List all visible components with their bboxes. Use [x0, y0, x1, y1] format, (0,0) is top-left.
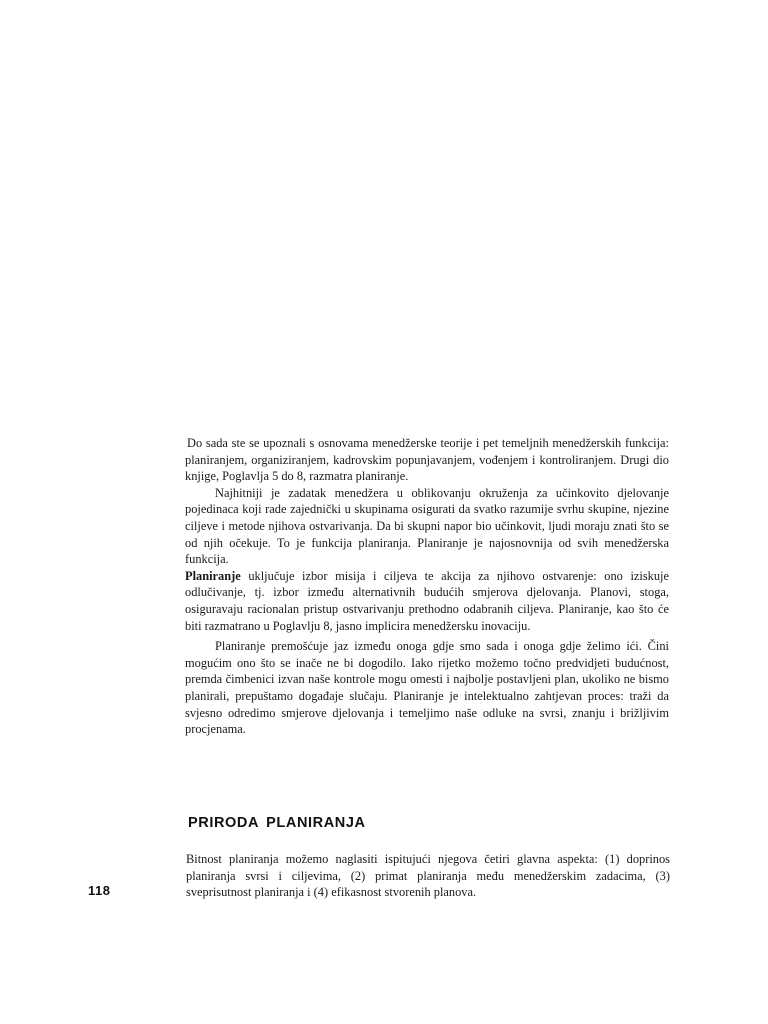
paragraph-2-rest: uključuje izbor misija i ciljeva te akcija za njihovo ostvarenje: ono iziskuje odlučivanje, tj. izbor između alternativnih budućih smjerova djelovanja. Planovi, stoga, osiguravaju racionalan pristup ostvarivanju prethodno odabranih ciljeva. Planiranje, kao što će biti razmatrano u Poglavlju 8, jasno implicira menedžersku inovaciju.: [185, 568, 669, 633]
intro-text: [185, 435, 669, 738]
section-heading: PRIRODA PLANIRANJA: [188, 815, 366, 831]
paragraph-2-lead: Najhitniji je zadatak menedžera u oblikovanju okruženja za učinkovito djelovanje pojedinaca koji rade zajednički u skupinama osigurati da svatko razumije svrhu skupine, njezine ciljeve i metode njihova ostvarivanja. Da bi skupni napor bio učinkovit, ljudi moraju znati što se od njih očekuje. To je funkcija planiranja. Planiranje je najosnovnija od svih menedžerska funkcija.: [185, 485, 669, 567]
key-term-planiranje: Planiranje: [185, 568, 241, 583]
section-paragraph: Bitnost planiranja možemo naglasiti ispitujući njegova četiri glavna aspekta: (1) doprinos planiranja svrsi i ciljevima, (2) primat planiranja među menedžerskim zadacima, (3) sveprisutnost planiranja i (4) efikasnost stvorenih planova.: [186, 852, 670, 900]
section-body: [186, 851, 670, 901]
intro-paragraph-2: [185, 485, 669, 634]
intro-paragraph-3: Planiranje premošćuje jaz između onoga gdje smo sada i onoga gdje želimo ići. Čini mogućim ono što se inače ne bi dogodilo. Iako rijetko možemo točno predvidjeti budućnost, premda čimbenici izvan naše kontrole mogu omesti i najbolje postavljeni plan, ukoliko ne bismo planirali, prepuštamo događaje slučaju. Planiranje je intelektualno zahtjevan proces: traži da svjesno odredimo smjerove djelovanja i temeljimo naše odluke na svrsi, znanju i brižljivim procjenama.: [185, 639, 669, 737]
page-number: 118: [88, 883, 111, 898]
intro-paragraph-1: Do sada ste se upoznali s osnovama menedžerske teorije i pet temeljnih menedžerskih funkcija: planiranjem, organiziranjem, kadrovskim popunjavanjem, vođenjem i kontroliranjem. Drugi dio knjige, Poglavlja 5 do 8, razmatra planiranje.: [185, 436, 669, 484]
